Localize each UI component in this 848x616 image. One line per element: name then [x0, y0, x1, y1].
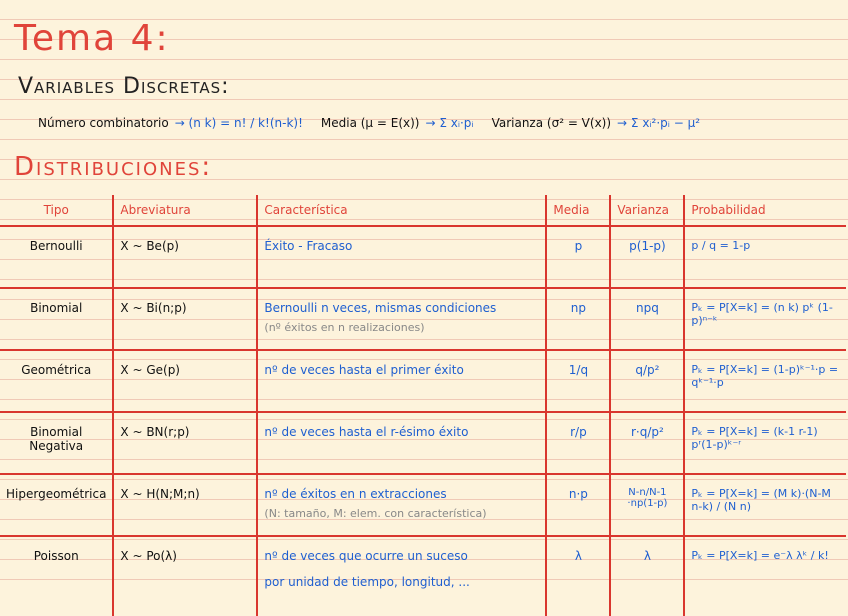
cell-car: nº de veces hasta el r-ésimo éxito	[264, 425, 469, 439]
cell-car: nº de veces que ocurre un suceso	[264, 549, 468, 563]
header-varianza: Varianza	[610, 195, 684, 226]
cell-media: λ	[546, 536, 610, 616]
cell-media: p	[546, 226, 610, 288]
cell-tipo: Binomial Negativa	[29, 425, 84, 453]
cell-media: np	[546, 288, 610, 350]
cell-tipo: Bernoulli	[29, 239, 83, 253]
varianza-formula: → Σ xᵢ²·pᵢ − μ²	[617, 116, 701, 130]
cell-abrev: X ~ Bi(n;p)	[113, 288, 257, 350]
table-row	[0, 536, 846, 616]
media-formula: → Σ xᵢ·pᵢ	[425, 116, 474, 130]
page-title: Tema 4:	[14, 18, 170, 59]
header-probabilidad: Probabilidad	[684, 195, 846, 226]
table-row	[0, 288, 846, 350]
varianza-label: Varianza (σ² = V(x))	[491, 116, 612, 130]
cell-abrev: X ~ BN(r;p)	[113, 412, 257, 474]
cell-tipo: Geométrica	[21, 363, 92, 377]
cell-prob: Pₖ = P[X=k] = (M k)·(N-M n-k) / (N n)	[684, 474, 846, 536]
header-tipo: Tipo	[43, 203, 69, 217]
header-caracteristica: Característica	[257, 195, 546, 226]
cell-prob: Pₖ = P[X=k] = (k-1 r-1) pʳ(1-p)ᵏ⁻ʳ	[684, 412, 846, 474]
cell-var: N-n/N-1 ·np(1-p)	[610, 474, 684, 536]
cell-car-sub: por unidad de tiempo, longitud, ...	[264, 575, 470, 589]
cell-media: n·p	[546, 474, 610, 536]
cell-var: npq	[610, 288, 684, 350]
cell-abrev: X ~ Ge(p)	[113, 350, 257, 412]
cell-abrev: X ~ H(N;M;n)	[113, 474, 257, 536]
table-row	[0, 474, 846, 536]
cell-car-sub: (N: tamaño, M: elem. con característica)	[264, 507, 487, 520]
cell-prob: p / q = 1-p	[684, 226, 846, 288]
table-row	[0, 226, 846, 288]
cell-tipo: Binomial	[30, 301, 83, 315]
cell-prob: Pₖ = P[X=k] = (1-p)ᵏ⁻¹·p = qᵏ⁻¹·p	[684, 350, 846, 412]
cell-car-sub: (nº éxitos en n realizaciones)	[264, 321, 425, 334]
media-label: Media (μ = E(x))	[320, 116, 420, 130]
section-title: Distribuciones:	[14, 152, 213, 182]
header-media: Media	[546, 195, 610, 226]
cell-var: λ	[610, 536, 684, 616]
table-header	[0, 195, 846, 226]
cell-tipo: Poisson	[33, 549, 79, 563]
combinatorio-formula: → (n k) = n! / k!(n-k)!	[174, 116, 303, 130]
cell-prob: Pₖ = P[X=k] = (n k) pᵏ (1-p)ⁿ⁻ᵏ	[684, 288, 846, 350]
cell-var: r·q/p²	[610, 412, 684, 474]
cell-var: q/p²	[610, 350, 684, 412]
cell-tipo: Hipergeométrica	[6, 487, 107, 501]
cell-prob: Pₖ = P[X=k] = e⁻λ λᵏ / k!	[684, 536, 846, 616]
formula-row	[38, 116, 700, 130]
combinatorio-label: Número combinatorio	[38, 116, 169, 130]
subtitle: Variables Discretas:	[18, 74, 230, 99]
cell-abrev: X ~ Be(p)	[113, 226, 257, 288]
cell-car: Bernoulli n veces, mismas condiciones	[264, 301, 497, 315]
header-abreviatura: Abreviatura	[113, 195, 257, 226]
cell-var: p(1-p)	[610, 226, 684, 288]
cell-abrev: X ~ Po(λ)	[113, 536, 257, 616]
table-row	[0, 412, 846, 474]
distributions-table	[0, 195, 846, 616]
cell-car: nº de éxitos en n extracciones	[264, 487, 447, 501]
cell-car: Éxito - Fracaso	[264, 239, 353, 253]
cell-media: 1/q	[546, 350, 610, 412]
cell-media: r/p	[546, 412, 610, 474]
table-row	[0, 350, 846, 412]
cell-car: nº de veces hasta el primer éxito	[264, 363, 464, 377]
